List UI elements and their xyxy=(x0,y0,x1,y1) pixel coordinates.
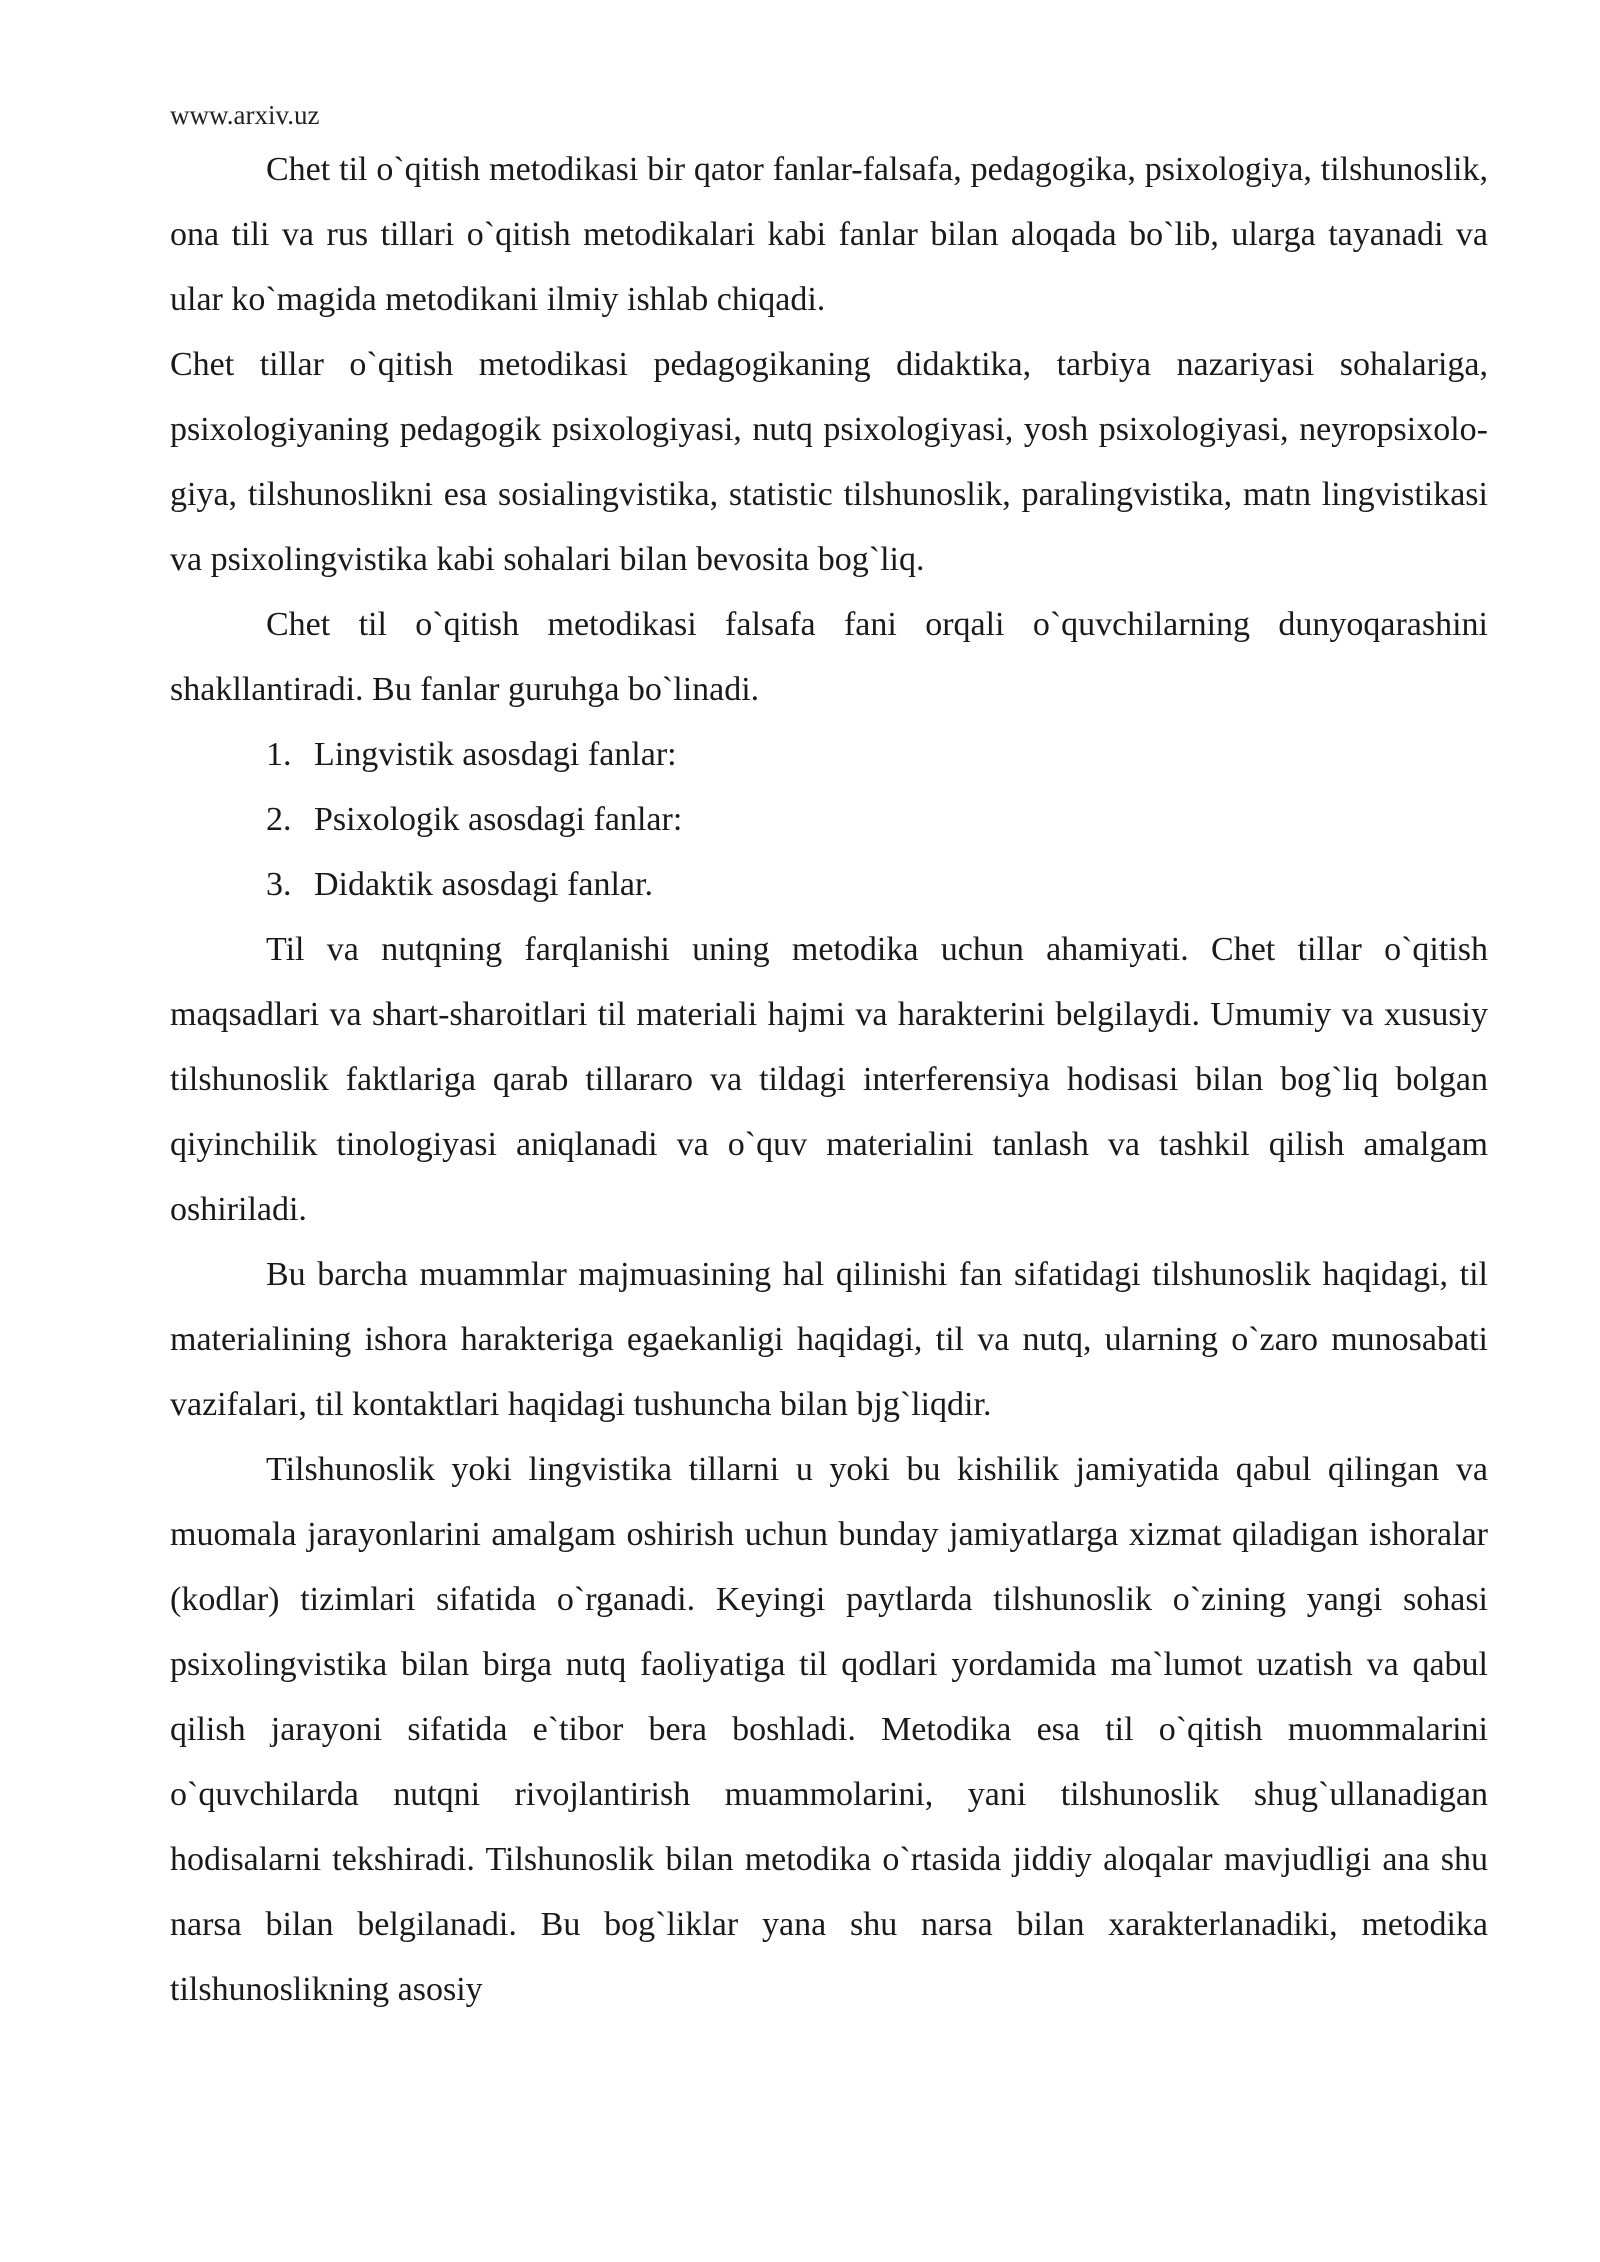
numbered-list xyxy=(170,722,1488,917)
list-item xyxy=(170,852,1488,917)
list-item-text: Lingvistik asosdagi fanlar: xyxy=(314,736,677,773)
list-item-text: Didaktik asosdagi fanlar. xyxy=(314,866,653,903)
paragraph-1: Chet til o`qitish metodikasi bir qator fanlar-falsafa, pedagogika, psixologiya, tilshunoslik, ona tili va rus tillari o`qitish metodikalari kabi fanlar bilan aloqada bo`lib, ularga tayanadi va ular ko`magida metodikani ilmiy ishlab chiqadi. xyxy=(170,151,1488,318)
paragraph-5: Bu barcha muammlar majmuasining hal qilinishi fan sifatidagi tilshunoslik haqidagi, til materialining ishora harakteriga egaekanligi haqidagi, til va nutq, ularning o`zaro munosabati vazifalari, til kontaktlari haqidagi tushuncha bilan bjg`liqdir. xyxy=(170,1256,1488,1423)
site-header: www.arxiv.uz xyxy=(170,100,320,130)
list-item xyxy=(170,787,1488,852)
paragraph-4: Til va nutqning farqlanishi uning metodika uchun ahamiyati. Chet tillar o`qitish maqsadlari va shart-sharoitlari til materiali hajmi va harakterini belgilaydi. Umumiy va xususiy tilshunoslik faktlariga qarab tillararo va tildagi interferensiya hodisasi bilan bog`liq bolgan qiyinchilik tinologiyasi aniqlanadi va o`quv materialini tanlash va tashkil qilish amalgam oshiriladi. xyxy=(170,931,1488,1228)
paragraph-3: Chet til o`qitish metodikasi falsafa fani orqali o`quvchilarning dunyoqarashini shakllantiradi. Bu fanlar guruhga bo`linadi. xyxy=(170,606,1488,708)
list-item-number: 1. xyxy=(266,736,292,773)
list-item xyxy=(170,722,1488,787)
paragraph-2: Chet tillar o`qitish metodikasi pedagogikaning didaktika, tarbiya nazariyasi sohalariga, psixologiyaning pedagogik psixologiyasi, nutq psixologiyasi, yosh psixologiyasi, neyropsixolo-giya, tilshunoslikni esa sosialingvistika, statistic tilshunoslik, paralingvistika, matn lingvistikasi va psixolingvistika kabi sohalari bilan bevosita bog`liq. xyxy=(170,346,1488,578)
document-page xyxy=(170,95,1488,2022)
list-item-number: 2. xyxy=(266,801,292,838)
paragraph-6: Tilshunoslik yoki lingvistika tillarni u yoki bu kishilik jamiyatida qabul qilingan va muomala jarayonlarini amalgam oshirish uchun bunday jamiyatlarga xizmat qiladigan ishoralar (kodlar) tizimlari sifatida o`rganadi. Keyingi paytlarda tilshunoslik o`zining yangi sohasi psixolingvistika bilan birga nutq faoliyatiga til qodlari yordamida ma`lumot uzatish va qabul qilish jarayoni sifatida e`tibor bera boshladi. Metodika esa til o`qitish muommalarini o`quvchilarda nutqni rivojlantirish muammolarini, yani tilshunoslik shug`ullanadigan hodisalarni tekshiradi. Tilshunoslik bilan metodika o`rtasida jiddiy aloqalar mavjudligi ana shu narsa bilan belgilanadi. Bu bog`liklar yana shu narsa bilan xarakterlanadiki, metodika tilshunoslikning asosiy xyxy=(170,1451,1488,2008)
list-item-text: Psixologik asosdagi fanlar: xyxy=(314,801,683,838)
list-item-number: 3. xyxy=(266,866,292,903)
